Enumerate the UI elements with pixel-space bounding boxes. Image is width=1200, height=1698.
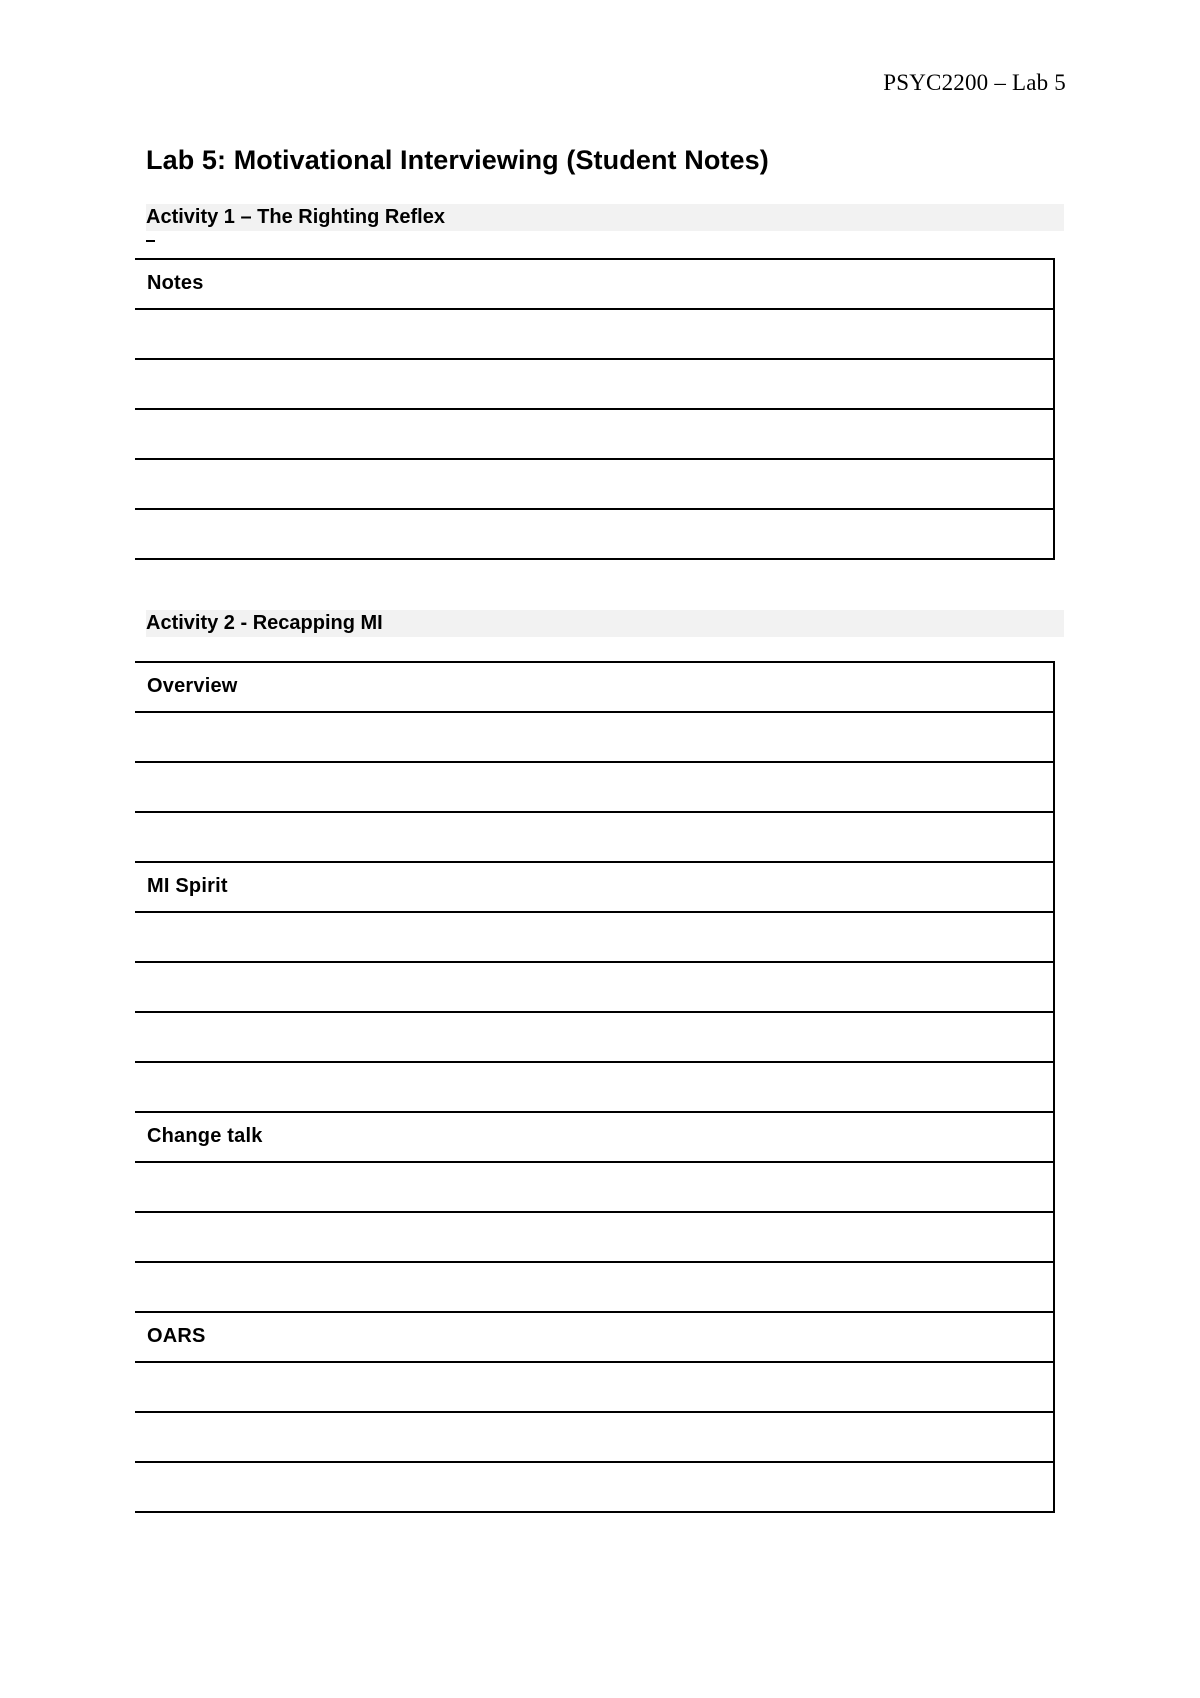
activity-2-blank-line[interactable] xyxy=(135,713,1053,763)
document-title: Lab 5: Motivational Interviewing (Student Notes) xyxy=(146,145,769,175)
activity-1-notes-table xyxy=(135,258,1055,560)
activity-1-blank-line[interactable] xyxy=(135,510,1053,560)
activity-1-heading xyxy=(146,204,1064,231)
activity-2-section-row xyxy=(135,1113,1053,1163)
activity-1-blank-line[interactable] xyxy=(135,360,1053,410)
activity-2-section-row xyxy=(135,863,1053,913)
activity-2-blank-line[interactable] xyxy=(135,963,1053,1013)
activity-2-blank-line[interactable] xyxy=(135,763,1053,813)
activity-2-blank-line[interactable] xyxy=(135,1213,1053,1263)
stray-dash-mark xyxy=(146,240,155,242)
activity-2-section-row xyxy=(135,663,1053,713)
activity-2-blank-line[interactable] xyxy=(135,1063,1053,1113)
activity-2-notes-table xyxy=(135,661,1055,1513)
activity-2-blank-line[interactable] xyxy=(135,1363,1053,1413)
activity-2-blank-line[interactable] xyxy=(135,813,1053,863)
activity-1-section-row xyxy=(135,260,1053,310)
activity-2-section-label: Change talk xyxy=(147,1125,263,1147)
activity-1-blank-line[interactable] xyxy=(135,410,1053,460)
activity-2-section-label: MI Spirit xyxy=(147,875,228,897)
activity-1-heading-text: Activity 1 – The Righting Reflex xyxy=(146,206,445,228)
activity-2-heading xyxy=(146,610,1064,637)
activity-2-blank-line[interactable] xyxy=(135,1263,1053,1313)
activity-2-blank-line[interactable] xyxy=(135,1013,1053,1063)
activity-2-heading-text: Activity 2 - Recapping MI xyxy=(146,612,383,634)
page-header-course-tag: PSYC2200 – Lab 5 xyxy=(883,70,1066,95)
activity-2-section-row xyxy=(135,1313,1053,1363)
activity-2-section-label: Overview xyxy=(147,675,238,697)
activity-1-blank-line[interactable] xyxy=(135,310,1053,360)
activity-2-section-label: OARS xyxy=(147,1325,206,1347)
activity-2-blank-line[interactable] xyxy=(135,913,1053,963)
activity-2-blank-line[interactable] xyxy=(135,1463,1053,1513)
activity-1-blank-line[interactable] xyxy=(135,460,1053,510)
activity-2-blank-line[interactable] xyxy=(135,1413,1053,1463)
activity-2-blank-line[interactable] xyxy=(135,1163,1053,1213)
activity-1-section-label: Notes xyxy=(147,272,204,294)
